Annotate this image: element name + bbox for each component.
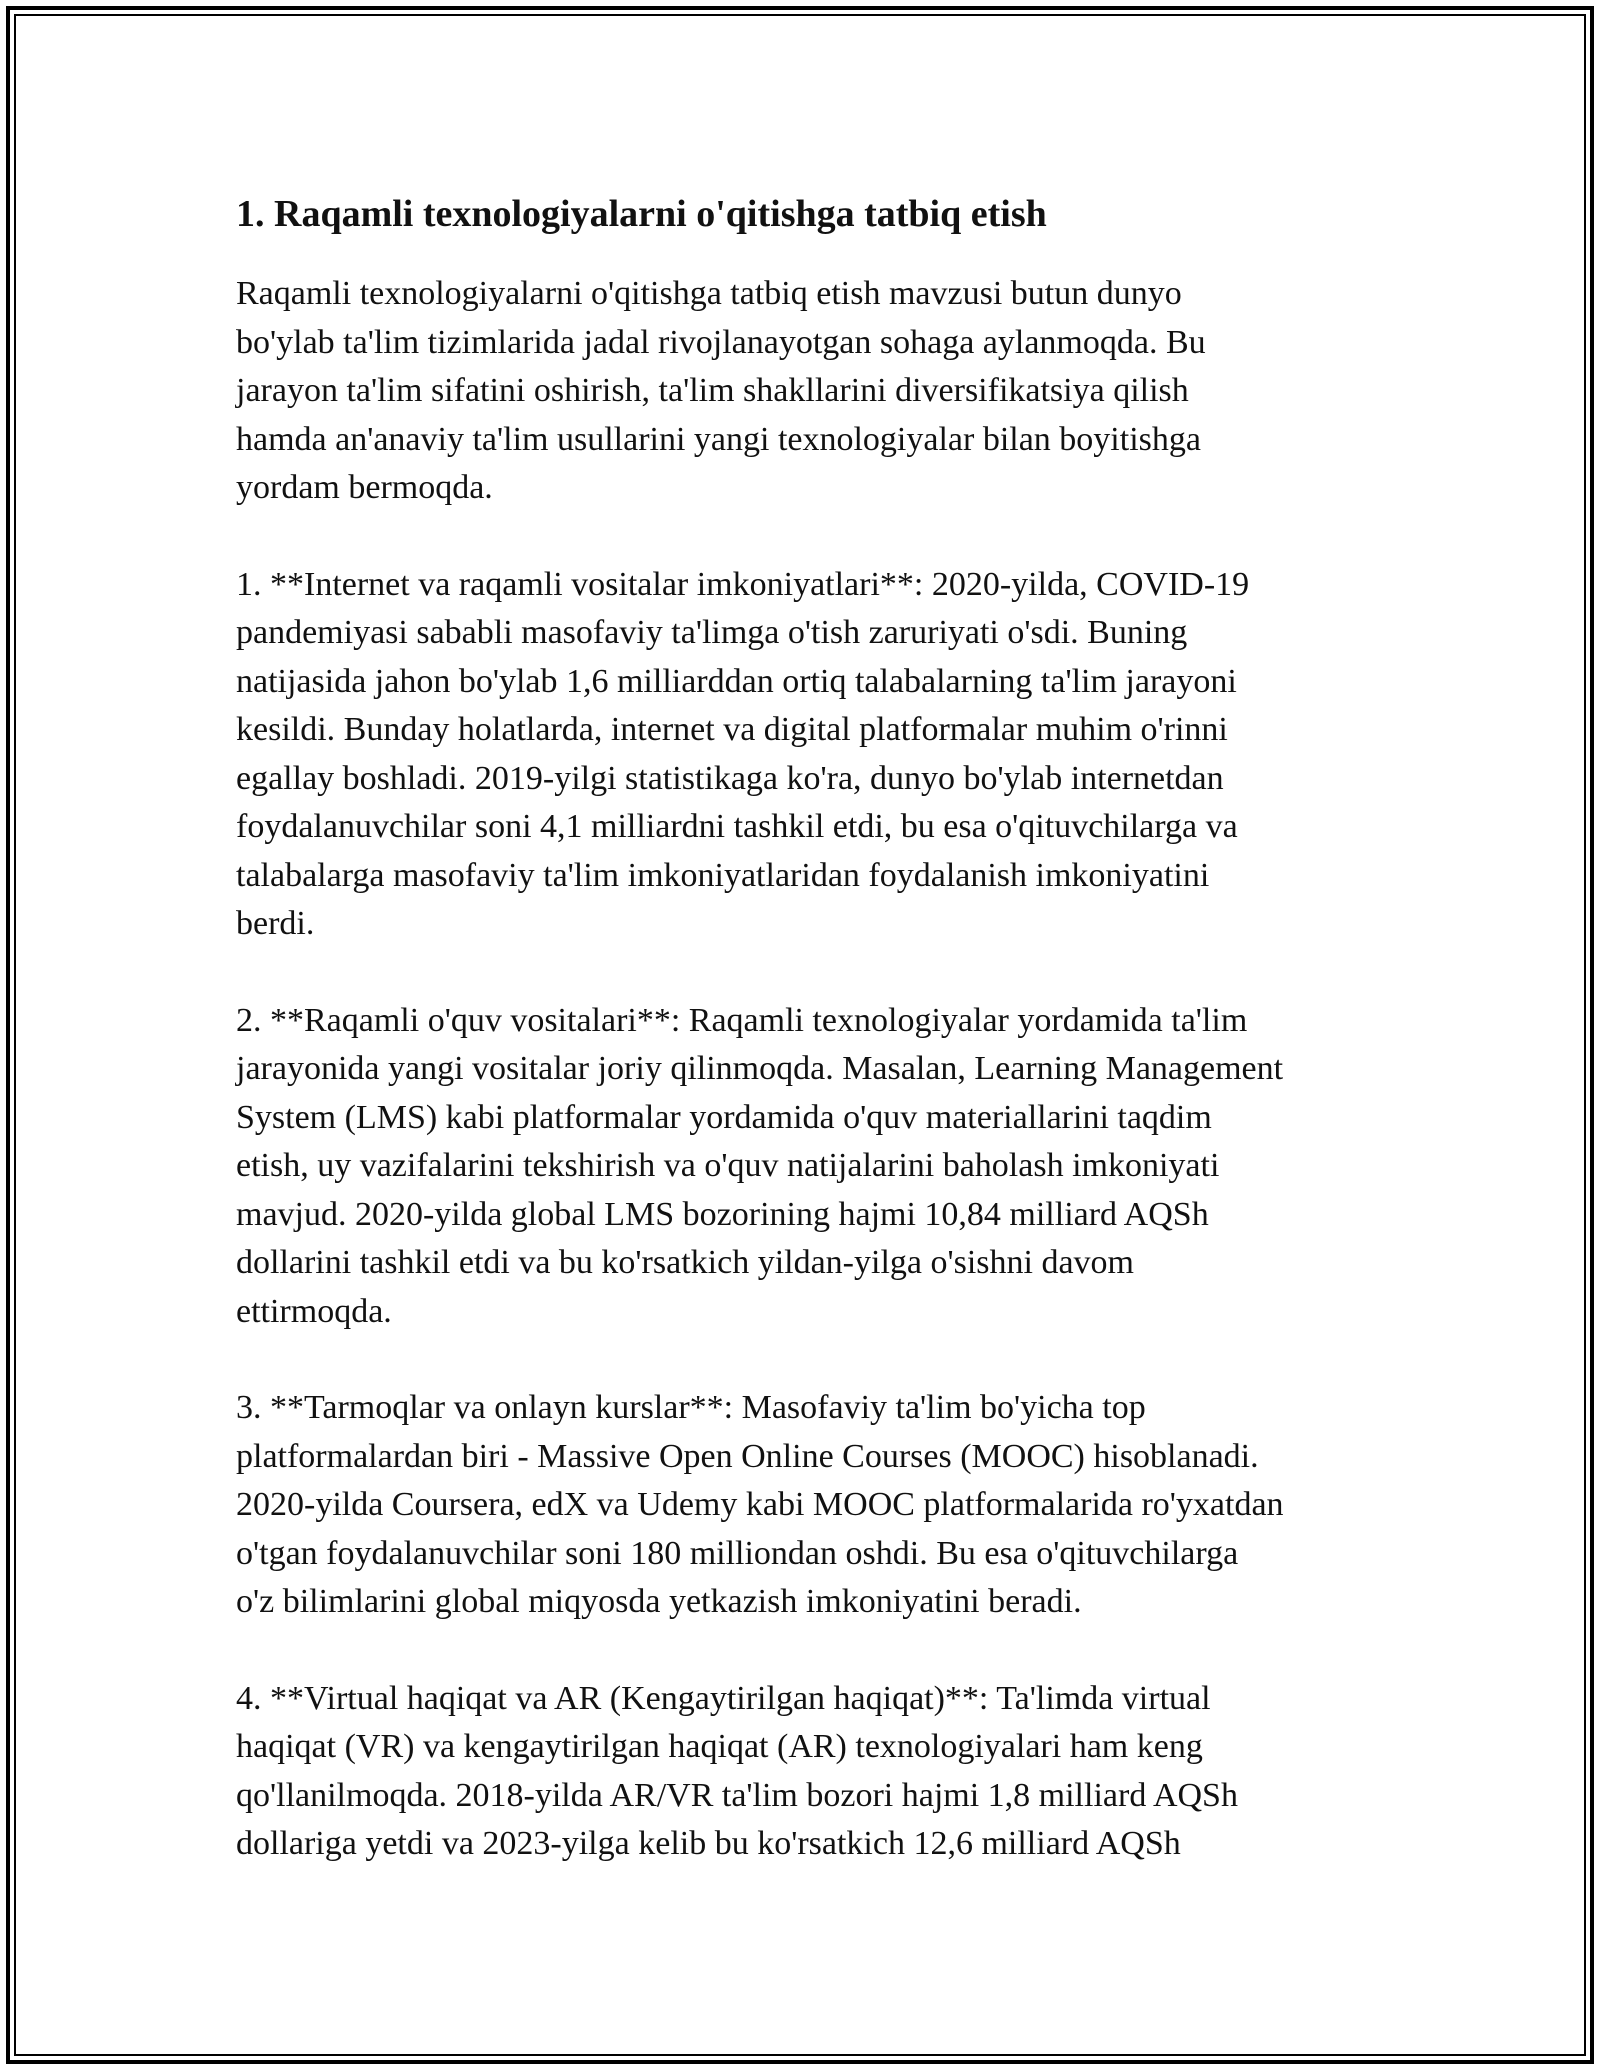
item-4-paragraph <box>236 1675 1366 1869</box>
paragraph-line: dollarini tashkil etdi va bu ko'rsatkich yildan-yilga o'sishni davom <box>236 1244 1134 1281</box>
paragraph-line: 2. **Raqamli o'quv vositalari**: Raqamli texnologiyalar yordamida ta'lim <box>236 1001 1248 1039</box>
paragraph-line: egallay boshladi. 2019-yilgi statistikaga ko'ra, dunyo bo'ylab internetdan <box>236 759 1224 797</box>
paragraph-line: etish, uy vazifalarini tekshirish va o'quv natijalarini baholash imkoniyati <box>236 1147 1220 1184</box>
paragraph-line: berdi. <box>236 905 315 942</box>
paragraph-line: foydalanuvchilar soni 4,1 milliardni tashkil etdi, bu esa o'qituvchilarga va <box>236 808 1238 845</box>
paragraph-line: kesildi. Bunday holatlarda, internet va digital platformalar muhim o'rinni <box>236 711 1228 748</box>
paragraph-line: o'tgan foydalanuvchilar soni 180 milliondan oshdi. Bu esa o'qituvchilarga <box>236 1534 1239 1572</box>
item-1-paragraph <box>236 561 1366 949</box>
paragraph-line: 1. **Internet va raqamli vositalar imkoniyatlari**: 2020-yilda, COVID-19 <box>236 565 1250 603</box>
paragraph-line: jarayonida yangi vositalar joriy qilinmoqda. Masalan, Learning Management <box>236 1050 1284 1087</box>
paragraph-line: talabalarga masofaviy ta'lim imkoniyatlaridan foydalanish imkoniyatini <box>236 856 1210 894</box>
paragraph-line: 4. **Virtual haqiqat va AR (Kengaytirilgan haqiqat)**: Ta'limda virtual <box>236 1679 1211 1717</box>
paragraph-line: natijasida jahon bo'ylab 1,6 milliarddan ortiq talabalarning ta'lim jarayoni <box>236 662 1237 700</box>
paragraph-line: dollariga yetdi va 2023-yilga kelib bu ko'rsatkich 12,6 milliard AQSh <box>236 1825 1181 1862</box>
paragraph-line: platformalardan biri - Massive Open Online Courses (MOOC) hisoblanadi. <box>236 1437 1259 1475</box>
paragraph-line: 3. **Tarmoqlar va onlayn kurslar**: Masofaviy ta'lim bo'yicha top <box>236 1389 1146 1426</box>
item-3-paragraph <box>236 1384 1366 1627</box>
paragraph-line: bo'ylab ta'lim tizimlarida jadal rivojlanayotgan sohaga aylanmoqda. Bu <box>236 323 1206 361</box>
paragraph-line: yordam bermoqda. <box>236 469 493 506</box>
intro-paragraph <box>236 270 1366 513</box>
paragraph-line: o'z bilimlarini global miqyosda yetkazish imkoniyatini beradi. <box>236 1583 1082 1620</box>
paragraph-line: qo'llanilmoqda. 2018-yilda AR/VR ta'lim bozori hajmi 1,8 milliard AQSh <box>236 1776 1238 1814</box>
paragraph-line: Raqamli texnologiyalarni o'qitishga tatbiq etish mavzusi butun dunyo <box>236 275 1182 312</box>
paragraph-line: hamda an'anaviy ta'lim usullarini yangi texnologiyalar bilan boyitishga <box>236 420 1201 458</box>
paragraph-line: 2020-yilda Coursera, edX va Udemy kabi MOOC platformalarida ro'yxatdan <box>236 1486 1284 1523</box>
paragraph-line: ettirmoqda. <box>236 1292 392 1330</box>
paragraph-line: jarayon ta'lim sifatini oshirish, ta'lim shakllarini diversifikatsiya qilish <box>236 372 1189 409</box>
item-2-paragraph <box>236 997 1366 1337</box>
document-body <box>236 186 1366 1917</box>
paragraph-line: mavjud. 2020-yilda global LMS bozorining hajmi 10,84 milliard AQSh <box>236 1195 1209 1233</box>
document-title: 1. Raqamli texnologiyalarni o'qitishga tatbiq etish <box>236 193 1047 235</box>
paragraph-line: haqiqat (VR) va kengaytirilgan haqiqat (AR) texnologiyalari ham keng <box>236 1728 1203 1765</box>
paragraph-line: System (LMS) kabi platformalar yordamida o'quv materiallarini taqdim <box>236 1098 1212 1136</box>
paragraph-line: pandemiyasi sababli masofaviy ta'limga o'tish zaruriyati o'sdi. Buning <box>236 614 1188 651</box>
